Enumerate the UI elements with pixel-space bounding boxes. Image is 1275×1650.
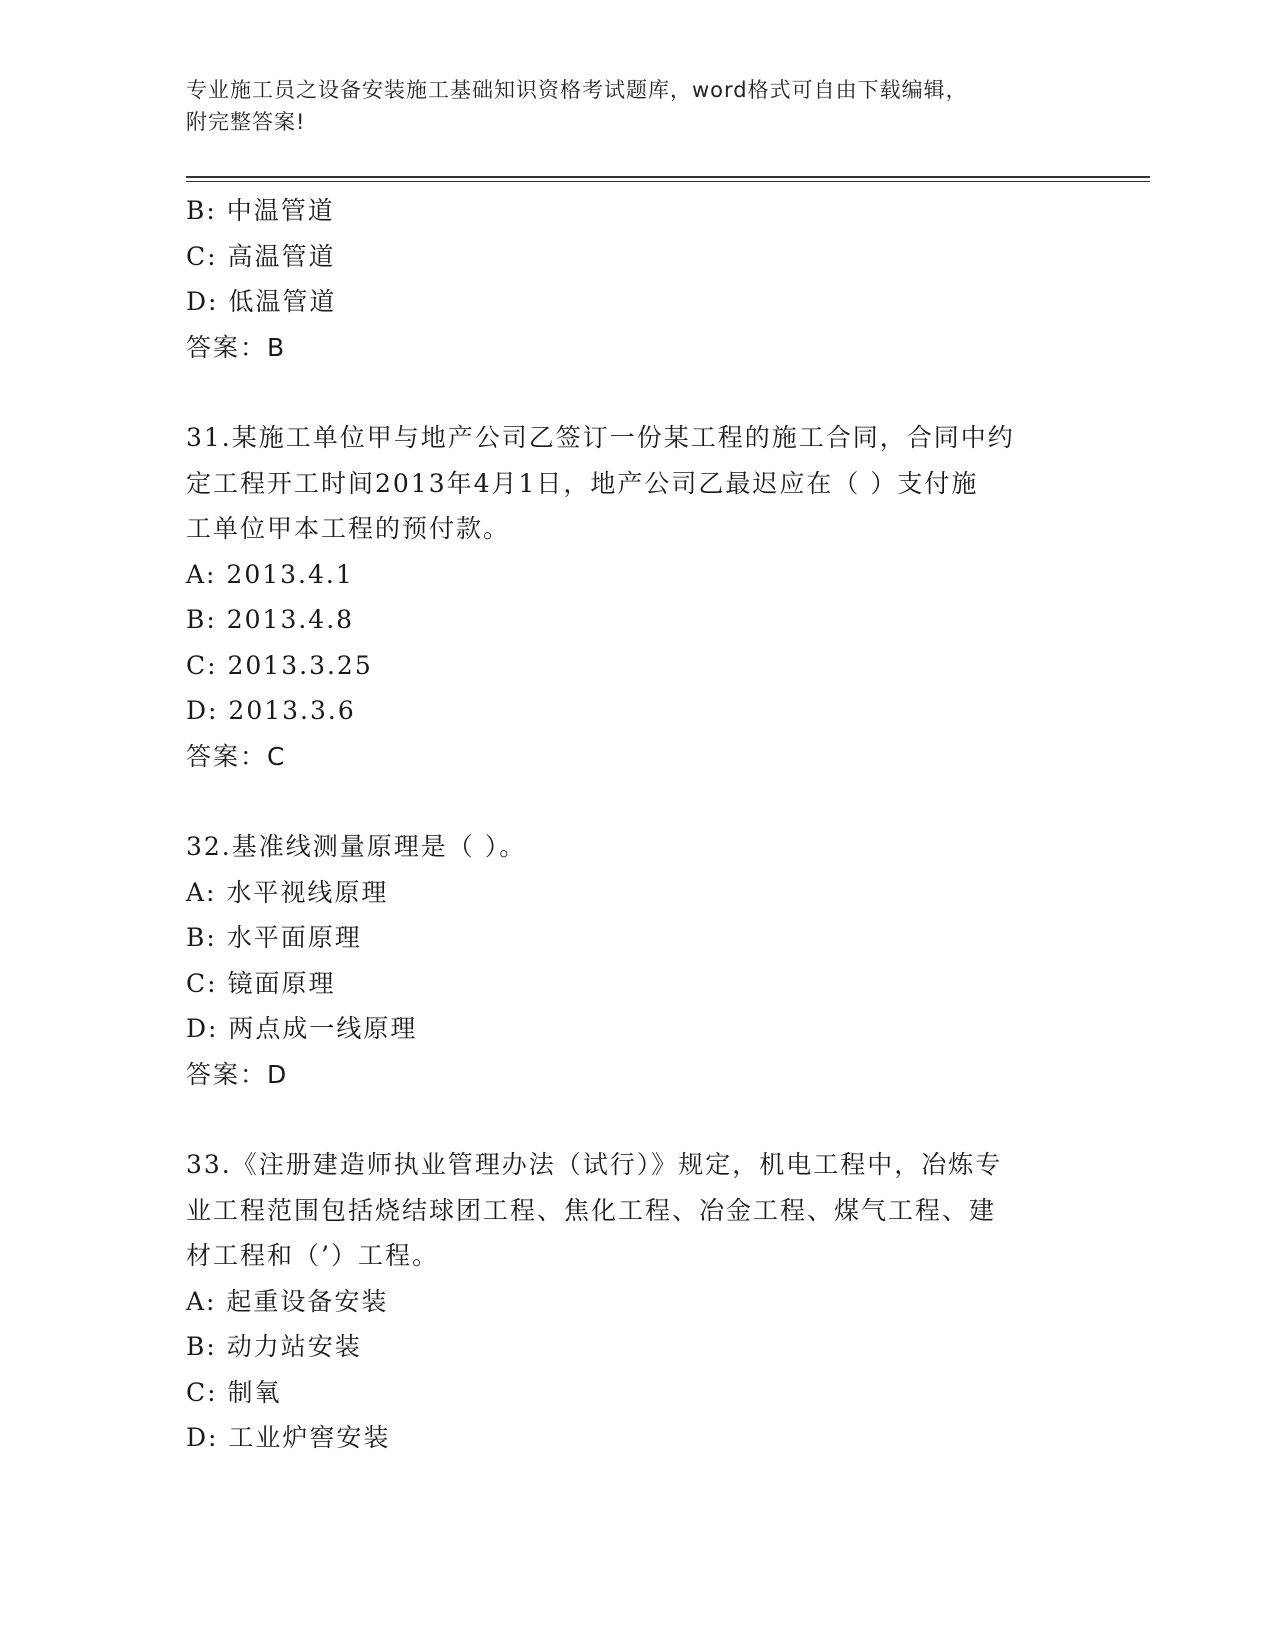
answer-line: 答案：B [186, 332, 287, 362]
option-c: C: 2013.3.25 [186, 650, 373, 680]
prev-question-block [186, 188, 1086, 370]
option-d: D: 2013.3.6 [186, 696, 356, 725]
question-33 [186, 1142, 1086, 1461]
option-c: C: 制氧 [186, 1377, 282, 1407]
header-line-2: 附完整答案! [186, 110, 306, 134]
answer-line: 答案：C [186, 741, 287, 771]
document-header [186, 74, 1066, 138]
option-c: C: 高温管道 [186, 241, 336, 271]
stem-line: 31.某施工单位甲与地产公司乙签订一份某工程的施工合同，合同中约 [186, 423, 1015, 452]
header-divider-thin [186, 181, 1150, 182]
question-31 [186, 415, 1086, 779]
question-32 [186, 824, 1086, 1097]
option-b: B: 中温管道 [186, 196, 335, 225]
question-stem [186, 824, 1066, 870]
question-stem [186, 1142, 1066, 1279]
option-d: D: 低温管道 [186, 287, 337, 316]
stem-line: 33.《注册建造师执业管理办法（试行）》规定，机电工程中，冶炼专 [186, 1150, 1003, 1179]
option-d: D: 工业炉窖安装 [186, 1423, 391, 1452]
option-b: B: 动力站安装 [186, 1332, 362, 1361]
option-c: C: 镜面原理 [186, 968, 336, 998]
stem-line: 32.基准线测量原理是（ ）。 [186, 832, 527, 861]
answer-line: 答案：D [186, 1059, 289, 1089]
stem-line: 业工程范围包括烧结球团工程、焦化工程、冶金工程、煤气工程、建 [186, 1195, 997, 1225]
option-d: D: 两点成一线原理 [186, 1014, 418, 1043]
stem-line: 定工程开工时间2013年4月1日，地产公司乙最迟应在（ ）支付施 [186, 468, 979, 498]
option-a: A: 2013.4.1 [186, 559, 354, 589]
question-stem [186, 415, 1066, 552]
option-a: A: 起重设备安装 [186, 1286, 389, 1316]
header-divider [186, 176, 1150, 178]
header-line-1: 专业施工员之设备安装施工基础知识资格考试题库，word格式可自由下载编辑， [186, 78, 968, 102]
stem-line: 材工程和（’）工程。 [186, 1241, 439, 1270]
document-body [186, 188, 1086, 1461]
stem-line: 工单位甲本工程的预付款。 [186, 514, 511, 543]
option-b: B: 水平面原理 [186, 923, 362, 952]
option-a: A: 水平视线原理 [186, 877, 389, 907]
option-b: B: 2013.4.8 [186, 605, 355, 634]
